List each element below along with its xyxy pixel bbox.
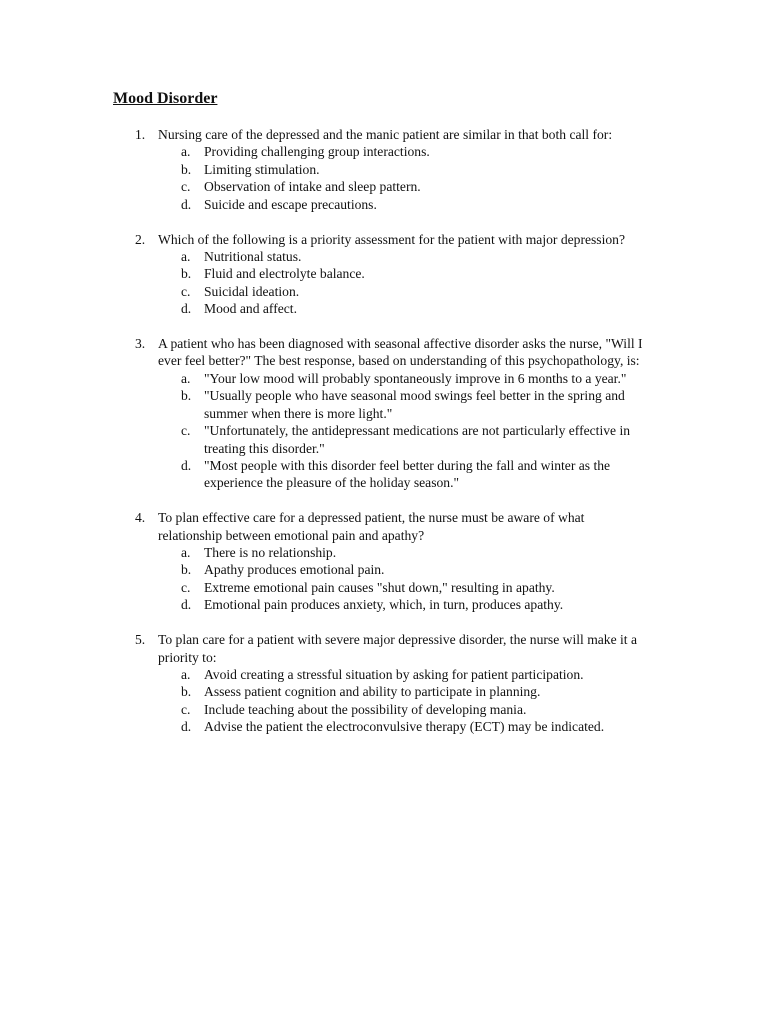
option-letter: d. xyxy=(181,719,192,735)
option-text: Providing challenging group interactions. xyxy=(204,144,430,160)
answer-option xyxy=(0,422,768,457)
answer-option xyxy=(0,701,768,718)
answer-option xyxy=(0,387,768,422)
answer-option xyxy=(0,457,768,492)
option-text: Extreme emotional pain causes "shut down," resulting in apathy. xyxy=(204,579,555,595)
option-text: Assess patient cognition and ability to participate in planning. xyxy=(204,684,541,700)
option-text: "Usually people who have seasonal mood swings feel better in the spring and summer when there is more light." xyxy=(204,388,625,421)
answer-option xyxy=(0,283,768,300)
option-letter: c. xyxy=(181,579,191,595)
question-number: 1. xyxy=(135,127,146,142)
option-letter: c. xyxy=(181,283,191,299)
option-text: "Unfortunately, the antidepressant medications are not particularly effective in treating this disorder." xyxy=(204,423,631,456)
question-item xyxy=(0,126,768,213)
option-letter: a. xyxy=(181,144,191,160)
option-letter: b. xyxy=(181,562,192,578)
question-number: 3. xyxy=(135,336,146,352)
option-letter: b. xyxy=(181,266,192,282)
option-text: Advise the patient the electroconvulsive therapy (ECT) may be indicated. xyxy=(204,719,605,735)
answer-options xyxy=(0,370,768,492)
question-text: A patient who has been diagnosed with seasonal affective disorder asks the nurse, "Will I ever feel better?" The best response, based on understanding of this psychopathology, is: xyxy=(158,336,643,369)
question-number: 4. xyxy=(135,510,146,526)
option-letter: a. xyxy=(181,666,191,682)
question-text: To plan effective care for a depressed patient, the nurse must be aware of what relationship between emotional pain and apathy? xyxy=(158,510,585,543)
option-text: Limiting stimulation. xyxy=(204,161,320,177)
answer-option xyxy=(0,196,768,213)
answer-option xyxy=(0,248,768,265)
answer-option xyxy=(0,300,768,317)
option-text: There is no relationship. xyxy=(204,545,337,561)
question-number: 2. xyxy=(135,231,146,247)
question-text: Which of the following is a priority assessment for the patient with major depression? xyxy=(158,231,625,247)
answer-options xyxy=(0,666,768,736)
answer-option xyxy=(0,683,768,700)
option-letter: d. xyxy=(181,457,192,473)
option-letter: a. xyxy=(181,248,191,264)
option-letter: c. xyxy=(181,423,191,439)
option-letter: c. xyxy=(181,701,191,717)
question-text: Nursing care of the depressed and the manic patient are similar in that both call for: xyxy=(158,127,613,142)
question-number: 5. xyxy=(135,632,146,648)
answer-option xyxy=(0,178,768,195)
question-list xyxy=(0,126,768,753)
option-text: Include teaching about the possibility of developing mania. xyxy=(204,701,527,717)
question-item xyxy=(0,631,768,735)
answer-options xyxy=(0,143,768,213)
option-letter: d. xyxy=(181,196,192,212)
answer-option xyxy=(0,265,768,282)
option-letter: d. xyxy=(181,301,192,317)
option-letter: c. xyxy=(181,179,191,195)
document-title: Mood Disorder xyxy=(113,90,218,107)
answer-option xyxy=(0,143,768,160)
option-letter: a. xyxy=(181,370,191,386)
option-text: Emotional pain produces anxiety, which, in turn, produces apathy. xyxy=(204,597,564,613)
question-text: To plan care for a patient with severe major depressive disorder, the nurse will make it a priority to: xyxy=(158,632,638,665)
option-text: Nutritional status. xyxy=(204,248,302,264)
option-letter: d. xyxy=(181,597,192,613)
answer-options xyxy=(0,248,768,318)
option-letter: b. xyxy=(181,388,192,404)
answer-option xyxy=(0,544,768,561)
answer-option xyxy=(0,579,768,596)
option-text: "Your low mood will probably spontaneously improve in 6 months to a year." xyxy=(204,370,627,386)
answer-option xyxy=(0,370,768,387)
option-letter: a. xyxy=(181,545,191,561)
option-text: Observation of intake and sleep pattern. xyxy=(204,179,421,195)
answer-option xyxy=(0,718,768,735)
option-letter: b. xyxy=(181,161,192,177)
answer-option xyxy=(0,561,768,578)
option-letter: b. xyxy=(181,684,192,700)
question-item xyxy=(0,231,768,318)
option-text: Suicidal ideation. xyxy=(204,283,300,299)
answer-options xyxy=(0,544,768,614)
option-text: Fluid and electrolyte balance. xyxy=(204,266,365,282)
option-text: Apathy produces emotional pain. xyxy=(204,562,385,578)
question-item xyxy=(0,509,768,613)
option-text: Suicide and escape precautions. xyxy=(204,196,377,212)
option-text: Mood and affect. xyxy=(204,301,297,317)
question-item xyxy=(0,335,768,492)
answer-option xyxy=(0,596,768,613)
option-text: Avoid creating a stressful situation by asking for patient participation. xyxy=(204,666,584,682)
answer-option xyxy=(0,666,768,683)
answer-option xyxy=(0,161,768,178)
option-text: "Most people with this disorder feel better during the fall and winter as the experience the pleasure of the holiday season." xyxy=(204,457,611,491)
